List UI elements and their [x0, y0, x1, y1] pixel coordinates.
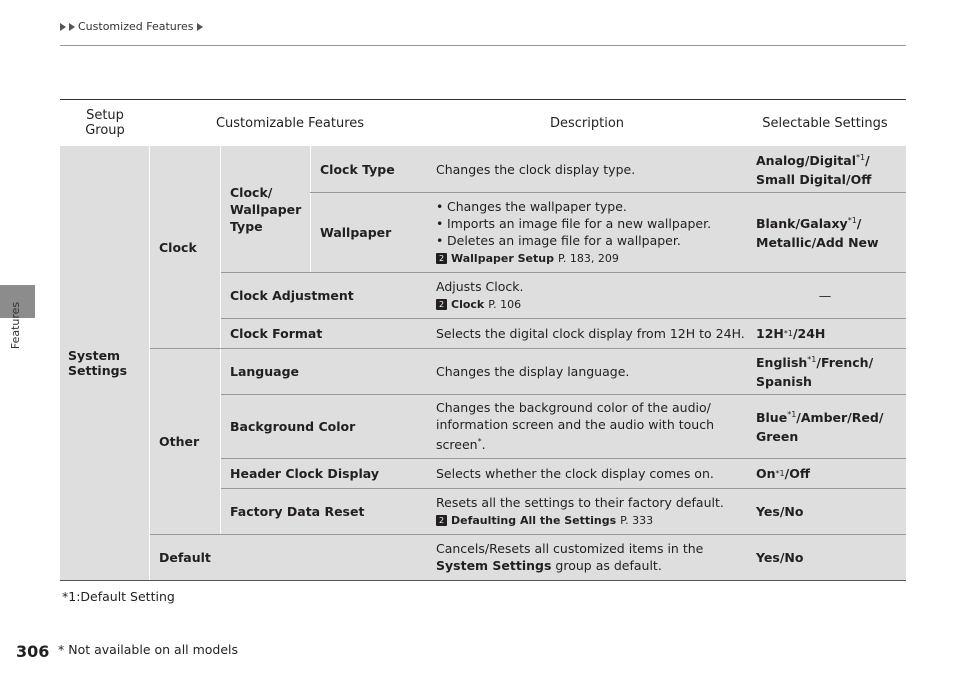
- opt-spanish: Spanish: [756, 373, 812, 389]
- subgroup-clock: Clock: [159, 239, 197, 255]
- desc-clock-adjustment: Adjusts Clock. 2 Clock P. 106: [436, 278, 524, 311]
- default-mark: *1: [807, 355, 817, 365]
- default-mark: *1: [783, 328, 793, 338]
- opt-red: Red: [851, 410, 879, 426]
- opt-english: English: [756, 355, 808, 371]
- opt-yes: Yes: [756, 549, 780, 565]
- opt-no: No: [784, 549, 804, 565]
- list-item: • Deletes an image file for a wallpaper.: [436, 232, 711, 249]
- ref-defaulting[interactable]: 2 Defaulting All the Settings P. 333: [436, 512, 653, 529]
- header-description: Description: [549, 115, 625, 131]
- column-divider: [149, 146, 150, 580]
- feature-factory-reset: Factory Data Reset: [230, 503, 365, 519]
- feature-header-clock: Header Clock Display: [230, 465, 379, 481]
- model-note-mark: *: [477, 436, 482, 446]
- opt-analog: Analog: [756, 153, 805, 169]
- opt-galaxy: Galaxy: [800, 216, 848, 232]
- group-system-settings: [68, 146, 148, 580]
- reference-arrow-icon: 2: [436, 299, 447, 310]
- feature-wallpaper: Wallpaper: [320, 224, 392, 240]
- opt-blank: Blank: [756, 216, 796, 232]
- header-features: Customizable Features: [215, 115, 365, 131]
- group-line1: System: [68, 348, 121, 363]
- opt-french: French: [820, 355, 869, 371]
- ref-wallpaper-setup[interactable]: 2 Wallpaper Setup P. 183, 209: [436, 250, 619, 267]
- breadcrumb-arrow-icon: [69, 23, 75, 31]
- subgroup-other: Other: [159, 433, 200, 449]
- wallpaper-bullets: [436, 198, 711, 249]
- side-tab: [6, 280, 26, 370]
- side-tab-label: Features: [9, 301, 23, 349]
- opt-yes: Yes: [756, 503, 780, 519]
- opt-add-new: Add New: [816, 234, 879, 250]
- default-setting-footnote: *1:Default Setting: [62, 589, 175, 604]
- feature-clock-format: Clock Format: [230, 325, 323, 341]
- opt-no: No: [784, 503, 804, 519]
- feature-clock-type: Clock Type: [320, 162, 395, 177]
- opt-on: On: [756, 465, 776, 481]
- desc-language: Changes the display language.: [436, 363, 630, 379]
- settings-factory-reset: Yes / No: [756, 503, 804, 519]
- desc-clock-format: Selects the digital clock display from 12H to 24H.: [436, 325, 745, 341]
- opt-digital: Digital: [809, 153, 856, 169]
- opt-12h: 12H: [756, 325, 784, 341]
- reference-arrow-icon: 2: [436, 515, 447, 526]
- opt-metallic: Metallic: [756, 234, 812, 250]
- default-mark: *1: [775, 468, 785, 478]
- settings-default: Yes / No: [756, 549, 804, 565]
- opt-green: Green: [756, 428, 799, 444]
- reference-arrow-icon: 2: [436, 253, 447, 264]
- opt-off: Off: [789, 465, 810, 481]
- opt-small-digital: Small Digital: [756, 171, 846, 187]
- breadcrumb-arrow-icon: [60, 23, 66, 31]
- desc-header-clock: Selects whether the clock display comes on.: [436, 465, 714, 481]
- opt-blue: Blue: [756, 410, 788, 426]
- header-settings: Selectable Settings: [762, 115, 888, 131]
- default-mark: *1: [787, 410, 797, 420]
- list-item: • Changes the wallpaper type.: [436, 198, 711, 215]
- settings-background-color: Blue$^{*1}$/Amber/Red/ Green: [756, 410, 884, 444]
- desc-background-color: Changes the background color of the audio/ information screen and the audio with touch screen*.: [436, 399, 714, 453]
- desc-clock-type: Changes the clock display type.: [436, 161, 636, 177]
- breadcrumb-section[interactable]: Customized Features: [78, 20, 194, 33]
- cwt-line2: Wallpaper: [230, 201, 302, 217]
- models-footnote: * Not available on all models: [58, 642, 239, 657]
- ref-clock[interactable]: 2 Clock P. 106: [436, 296, 521, 313]
- desc-factory-reset: Resets all the settings to their factory default. 2 Defaulting All the Settings P. 333: [436, 494, 724, 527]
- breadcrumb-arrow-icon: [197, 23, 203, 31]
- feature-background-color: Background Color: [230, 418, 356, 434]
- desc-default: Cancels/Resets all customized items in the System Settings group as default.: [436, 541, 704, 573]
- desc-wallpaper: [436, 192, 741, 272]
- column-divider: [220, 146, 221, 534]
- cwt-line3: Type: [230, 218, 263, 234]
- settings-clock-format: 12H *1 / 24H: [756, 325, 826, 341]
- clock-wallpaper-type: [230, 146, 310, 272]
- settings-clock-type: Analog/Digital$^{*1}$/ Small Digital/Off: [756, 153, 872, 187]
- list-item: • Imports an image file for a new wallpaper.: [436, 215, 711, 232]
- default-mark: *1: [847, 216, 857, 226]
- settings-language: English$^{*1}$/French/ Spanish: [756, 355, 874, 389]
- page-number: 306: [16, 642, 50, 661]
- feature-language: Language: [230, 363, 300, 379]
- feature-clock-adjustment: Clock Adjustment: [230, 287, 354, 303]
- settings-wallpaper: Blank/Galaxy$^{*1}$/ Metallic/Add New: [756, 216, 879, 250]
- settings-clock-adjustment: —: [818, 287, 832, 303]
- breadcrumb: [60, 20, 203, 33]
- header-setup-group: [60, 100, 150, 146]
- opt-amber: Amber: [800, 410, 848, 426]
- opt-off: Off: [850, 171, 872, 187]
- opt-24h: 24H: [797, 325, 826, 341]
- cwt-line1: Clock/: [230, 184, 273, 200]
- header-setup-line2: Group: [85, 123, 125, 138]
- breadcrumb-divider: [60, 45, 906, 46]
- default-mark: *1: [856, 153, 866, 163]
- feature-default: Default: [159, 549, 211, 565]
- group-line2: Settings: [68, 363, 128, 378]
- settings-header-clock: On *1 / Off: [756, 465, 810, 481]
- table-bottom-rule: [60, 580, 906, 581]
- column-divider: [310, 146, 311, 272]
- header-setup-line1: Setup: [86, 108, 124, 123]
